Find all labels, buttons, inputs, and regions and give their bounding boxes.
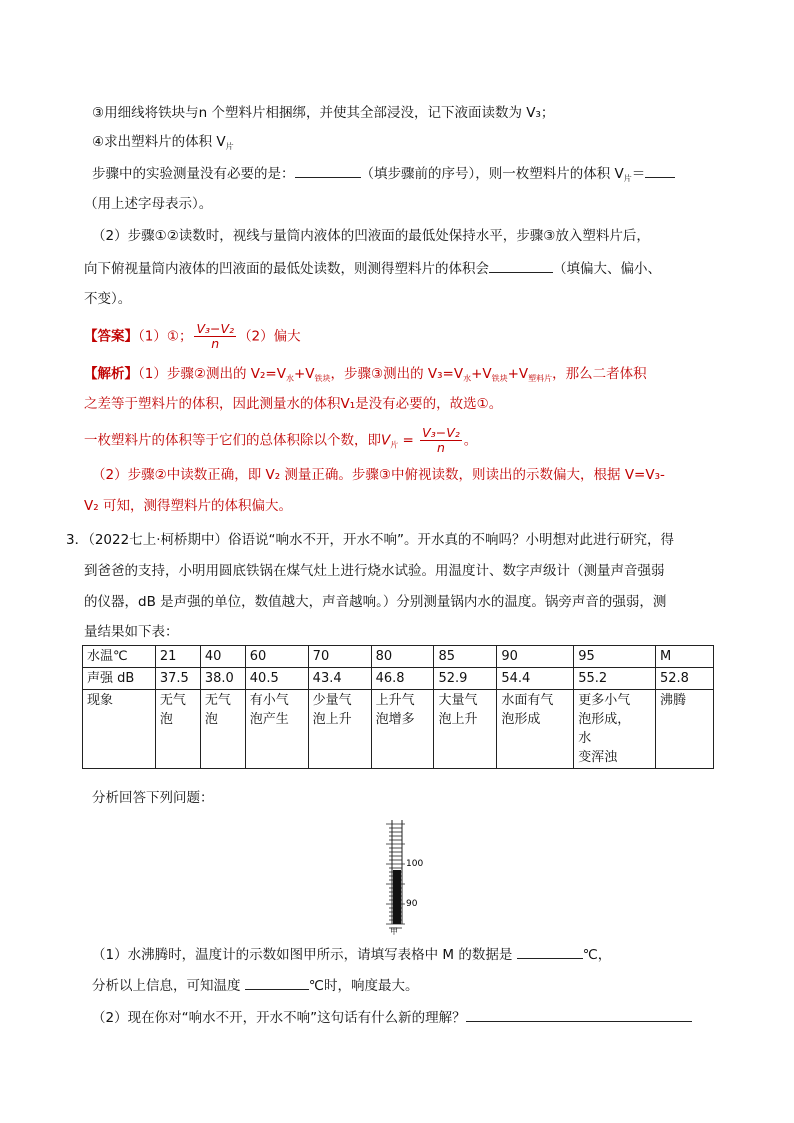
table-cell: 90 xyxy=(497,646,574,668)
analysis-line-3 xyxy=(84,426,477,455)
answer-fraction-numerator: V₃−V₂ xyxy=(196,321,235,336)
table-cell: 54.4 xyxy=(497,668,574,690)
analyze-prompt: 分析回答下列问题： xyxy=(92,790,214,806)
analysis-l1-b: +V xyxy=(293,366,315,382)
answer-line xyxy=(84,322,301,351)
step-4-text: ④求出塑料片的体积 V xyxy=(92,134,226,150)
table-cell: 大量气 泡上升 xyxy=(434,690,497,769)
answer-blank-temp[interactable] xyxy=(245,976,309,990)
analysis-l1-sub1: 水 xyxy=(285,374,294,383)
sq1-text-a: （1）水沸腾时，温度计的示数如图甲所示，请填写表格中 M 的数据是 xyxy=(92,947,513,963)
analysis-fraction-denominator: n xyxy=(436,440,445,455)
table-row-header: 声强 dB xyxy=(83,668,156,690)
table-row xyxy=(83,690,714,769)
answer-label: 【答案】 xyxy=(84,328,138,345)
question-1-line-2: （用上述字母表示）。 xyxy=(84,196,213,212)
analysis-l1-sub2: 铁块 xyxy=(314,374,331,383)
step-3: ③用细线将铁块与n 个塑料片相捆绑，并使其全部浸没，记下液面读数为 V₃； xyxy=(92,105,555,121)
question-1-line-1 xyxy=(92,164,675,188)
table-cell: 21 xyxy=(155,646,200,668)
table-cell: 无气 泡 xyxy=(155,690,200,769)
q1-subscript: 片 xyxy=(623,174,632,183)
table-cell: 40 xyxy=(200,646,245,668)
answer-part-2: （2）偏大 xyxy=(238,328,301,345)
analysis-l1-e: +V xyxy=(507,366,529,382)
analysis-l1-d: +V xyxy=(471,366,492,382)
analysis-l3-sub: 片 xyxy=(390,440,399,450)
q1-text-c: ＝ xyxy=(631,166,646,182)
analysis-l3-end: 。 xyxy=(463,432,478,449)
analysis-line-2: 之差等于塑料片的体积，因此测量水的体积V₁是没有必要的，故选①。 xyxy=(84,396,503,412)
table-cell: 95 xyxy=(574,646,656,668)
analysis-fraction xyxy=(420,426,462,455)
table-cell: 43.4 xyxy=(308,668,371,690)
table-row-header: 水温℃ xyxy=(83,646,156,668)
table-row xyxy=(83,668,714,690)
answer-blank-step[interactable] xyxy=(295,164,361,178)
question-2-line-1: （2）步骤①②读数时，视线与量筒内液体的凹液面的最低处保持水平，步骤③放入塑料片后， xyxy=(92,228,650,244)
analysis-l1-f: ，那么二者体积 xyxy=(552,366,647,382)
answer-blank-volume[interactable] xyxy=(645,164,675,178)
analysis-l3-a: 一枚塑料片的体积等于它们的总体积除以个数，即 xyxy=(84,432,381,449)
q2-text-a: 向下俯视量筒内液体的凹液面的最低处读数，则测得塑料片的体积会 xyxy=(84,261,489,277)
q3-line-4: 量结果如下表： xyxy=(84,624,179,640)
sq2-text-a: 分析以上信息，可知温度 xyxy=(92,978,241,994)
table-cell: M xyxy=(656,646,714,668)
answer-fraction-denominator: n xyxy=(211,336,220,351)
table-cell: 少量气 泡上升 xyxy=(308,690,371,769)
table-cell: 70 xyxy=(308,646,371,668)
table-cell: 52.9 xyxy=(434,668,497,690)
sub-question-1 xyxy=(92,945,611,964)
table-row xyxy=(83,646,714,668)
analysis-l1-sub5: 塑料片 xyxy=(528,374,553,383)
sq3-text: （2）现在你对“响水不开，开水不响”这句话有什么新的理解？ xyxy=(92,1010,466,1026)
sq2-text-b: ℃时，响度最大。 xyxy=(308,978,419,994)
q1-text-a: 步骤中的实验测量没有必要的是： xyxy=(92,166,295,182)
answer-blank-bias[interactable] xyxy=(489,259,553,273)
table-cell: 55.2 xyxy=(574,668,656,690)
q3-line-2: 到爸爸的支持，小明用圆底铁锅在煤气灶上进行烧水试验。用温度计、数字声级计（测量声音强弱 xyxy=(84,563,665,579)
table-cell: 37.5 xyxy=(155,668,200,690)
analysis-l3-v: V xyxy=(381,432,391,449)
table-cell: 38.0 xyxy=(200,668,245,690)
table-cell: 52.8 xyxy=(656,668,714,690)
table-cell: 无气 泡 xyxy=(200,690,245,769)
table-cell: 有小气 泡产生 xyxy=(245,690,308,769)
analysis-line-4: （2）步骤②中读数正确，即 V₂ 测量正确。步骤③中俯视读数，则读出的示数偏大，根据 V=V₃- xyxy=(92,467,665,483)
analysis-fraction-numerator: V₃−V₂ xyxy=(422,425,460,440)
table-cell: 沸腾 xyxy=(656,690,714,769)
table-cell: 85 xyxy=(434,646,497,668)
analysis-l1-a: （1）步骤②测出的 V₂=V xyxy=(138,366,286,382)
results-table xyxy=(82,645,714,769)
thermometer-mercury xyxy=(393,870,401,924)
analysis-line-1 xyxy=(84,365,647,388)
results-table-body xyxy=(83,646,714,769)
thermometer-label-100: 100 xyxy=(406,859,424,869)
table-row-header: 现象 xyxy=(83,690,156,769)
table-cell: 更多小气 泡形成， 水 变浑浊 xyxy=(574,690,656,769)
analysis-line-5: V₂ 可知，测得塑料片的体积偏大。 xyxy=(84,498,292,514)
q2-text-b: （填偏大、偏小、 xyxy=(553,261,661,277)
question-2-line-2 xyxy=(84,259,661,278)
answer-blank-understanding[interactable] xyxy=(466,1008,692,1022)
sub-question-2 xyxy=(92,1008,692,1027)
table-cell: 60 xyxy=(245,646,308,668)
analysis-l1-sub4: 铁块 xyxy=(491,374,508,383)
sub-question-1-part-2 xyxy=(92,976,418,995)
thermometer-label-90: 90 xyxy=(406,899,418,909)
thermometer-figure xyxy=(376,818,436,936)
answer-fraction xyxy=(194,322,236,351)
question-2-line-3: 不变）。 xyxy=(84,291,132,307)
answer-blank-m[interactable] xyxy=(517,945,583,959)
analysis-l3-eq: = xyxy=(398,432,419,449)
table-cell: 水面有气 泡形成 xyxy=(497,690,574,769)
analysis-l1-sub3: 水 xyxy=(463,374,472,383)
step-4 xyxy=(92,133,234,156)
analysis-l1-c: ，步骤③测出的 V₃=V xyxy=(330,366,464,382)
analysis-label: 【解析】 xyxy=(84,366,138,382)
q1-text-b: （填步骤前的序号），则一枚塑料片的体积 V xyxy=(360,166,624,182)
step-4-subscript: 片 xyxy=(225,142,234,151)
q3-line-3: 的仪器，dB 是声强的单位，数值越大，声音越响。）分别测量锅内水的温度。锅旁声音的强弱，测 xyxy=(84,594,667,610)
table-cell: 40.5 xyxy=(245,668,308,690)
q3-line-1: 3．（2022七上·柯桥期中）俗语说“响水不开，开水不响”。开水真的不响吗？小明想对此进行研究，得 xyxy=(66,532,674,548)
table-cell: 46.8 xyxy=(371,668,434,690)
answer-part-1: （1）①； xyxy=(138,328,193,345)
table-cell: 80 xyxy=(371,646,434,668)
sq1-text-b: ℃， xyxy=(582,947,612,963)
thermometer-caption: 甲 xyxy=(390,927,398,936)
table-cell: 上升气 泡增多 xyxy=(371,690,434,769)
